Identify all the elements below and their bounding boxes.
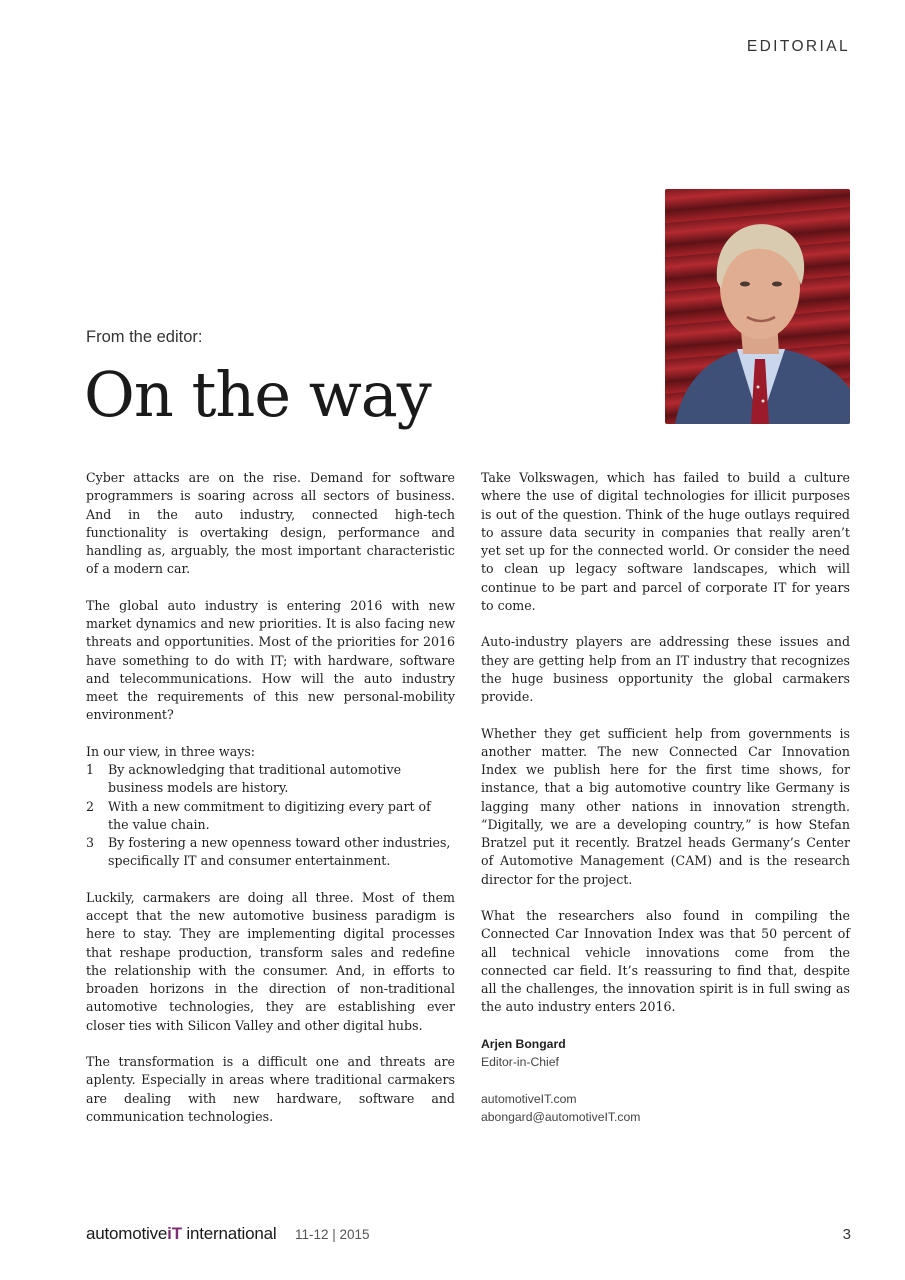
- list-item: [86, 761, 455, 798]
- paragraph: What the researchers also found in compiling the Connected Car Innovation Index was that 50 percent of all technical vehicle innovations come from the connected car field. It’s reassuring to find that, despite all the challenges, the innovation spirit is in full swing as the auto industry enters 2016.: [481, 908, 850, 1015]
- left-column: [86, 469, 455, 1144]
- paragraph: Luckily, carmakers are doing all three. Most of them accept that the new automotive business paradigm is here to stay. They are implementing digital processes that reshape production, transform sales and redefine the relationship with the consumer. And, in efforts to broaden horizons in the direction of non-traditional automotive technologies, they are establishing ever closer ties with Silicon Valley and other digital hubs.: [86, 889, 455, 1033]
- publication-logo: [86, 1224, 276, 1244]
- list-number: 1: [86, 762, 95, 777]
- paragraph: The transformation is a difficult one and threats are aplenty. Especially in areas where traditional carmakers are dealing with new hardware, software and communication technologies.: [86, 1054, 455, 1124]
- portrait-illustration: [665, 189, 850, 424]
- issue-date: 11-12 | 2015: [295, 1227, 370, 1242]
- list-text: With a new commitment to digitizing every part of the value chain.: [108, 798, 431, 832]
- list-text: By fostering a new openness toward other industries, specifically IT and consumer entertainment.: [108, 835, 451, 869]
- logo-prefix: automotive: [86, 1224, 168, 1243]
- logo-it: iT: [167, 1224, 182, 1243]
- paragraph: The global auto industry is entering 2016 with new market dynamics and new priorities. It is also facing new threats and opportunities. Most of the priorities for 2016 have something to do with IT; with hardware, software and telecommunications. How will the auto industry meet the requirements of this new personal-mobility environment?: [86, 597, 455, 723]
- list-number: 3: [86, 835, 95, 850]
- website-link[interactable]: automotiveIT.com: [481, 1091, 577, 1106]
- paragraph: Cyber attacks are on the rise. Demand for software programmers is soaring across all sectors of business. And in the auto industry, connected high-tech functionality is overtaking design, performance and handling as, arguably, the most important characteristic of a modern car.: [86, 470, 455, 577]
- signoff: [481, 1035, 850, 1126]
- list-text: By acknowledging that traditional automotive business models are history.: [108, 762, 402, 796]
- author-title: Editor-in-Chief: [481, 1055, 559, 1069]
- numbered-list: [86, 761, 455, 871]
- logo-suffix: international: [181, 1224, 277, 1243]
- right-column: [481, 469, 850, 1126]
- paragraph: Take Volkswagen, which has failed to build a culture where the use of digital technologies for illicit purposes is out of the question. Think of the huge outlays required to assure data security in companies that really aren’t yet set up for the connected world. Or consider the need to clean up legacy software landscapes, which will continue to be part and parcel of corporate IT for years to come.: [481, 470, 850, 613]
- paragraph: Auto-industry players are addressing these issues and they are getting help from an IT industry that recognizes the huge business opportunity the global carmakers provide.: [481, 634, 850, 704]
- list-item: [86, 798, 455, 835]
- section-label: EDITORIAL: [746, 38, 850, 55]
- list-item: [86, 834, 455, 871]
- author-name: Arjen Bongard: [481, 1036, 566, 1051]
- paragraph: Whether they get sufficient help from governments is another matter. The new Connected Car Innovation Index we publish here for the first time shows, for instance, that a big automotive country like Germany is lagging many other nations in innovation strength. “Digitally, we are a developing country,” is how Stefan Bratzel put it recently. Bratzel heads Germany’s Center of Automotive Management (CAM) and is the research director for the project.: [481, 725, 850, 887]
- list-intro: In our view, in three ways:: [86, 743, 256, 759]
- headline: On the way: [84, 358, 431, 431]
- editor-portrait: [665, 189, 850, 424]
- page-number: 3: [842, 1226, 851, 1243]
- list-number: 2: [86, 798, 95, 814]
- email-link[interactable]: abongard@automotiveIT.com: [481, 1109, 641, 1124]
- page-footer: [86, 1224, 851, 1248]
- intro-kicker: From the editor:: [86, 328, 203, 346]
